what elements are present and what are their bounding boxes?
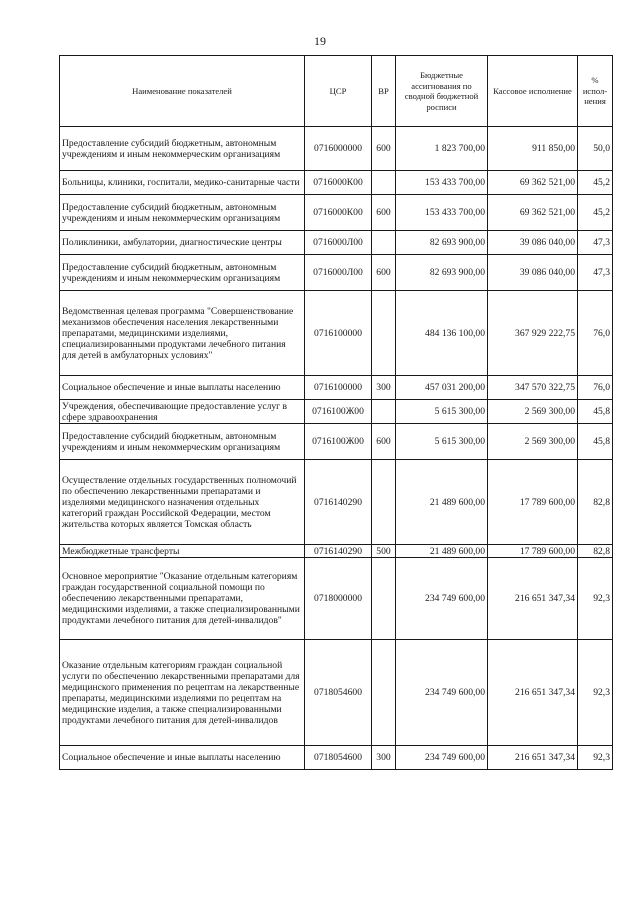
row-cash: 17 789 600,00 (488, 460, 578, 545)
table-row (60, 231, 613, 255)
row-cash: 2 569 300,00 (488, 424, 578, 460)
header-vr: ВР (372, 56, 396, 127)
row-pct: 76,0 (578, 376, 613, 400)
row-pct: 45,2 (578, 171, 613, 195)
row-pct: 76,0 (578, 291, 613, 376)
header-csr: ЦСР (305, 56, 372, 127)
table-row (60, 640, 613, 746)
row-pct: 50,0 (578, 127, 613, 171)
row-csr: 0716000К00 (305, 171, 372, 195)
table-row (60, 460, 613, 545)
table-row (60, 558, 613, 640)
row-vr (372, 231, 396, 255)
row-csr: 0716140290 (305, 460, 372, 545)
row-pct: 45,8 (578, 424, 613, 460)
row-cash: 39 086 040,00 (488, 255, 578, 291)
row-csr: 0716100Ж00 (305, 424, 372, 460)
table-row (60, 127, 613, 171)
row-csr: 0716000Л00 (305, 255, 372, 291)
row-cash: 216 651 347,34 (488, 558, 578, 640)
row-name: Социальное обеспечение и иные выплаты населению (60, 746, 305, 770)
row-vr (372, 558, 396, 640)
row-name: Поликлиники, амбулатории, диагностические центры (60, 231, 305, 255)
header-cash: Кассовое исполнение (488, 56, 578, 127)
row-csr: 0716000К00 (305, 195, 372, 231)
row-budget: 457 031 200,00 (396, 376, 488, 400)
row-csr: 0718000000 (305, 558, 372, 640)
row-vr: 600 (372, 424, 396, 460)
row-budget: 5 615 300,00 (396, 400, 488, 424)
row-pct: 45,2 (578, 195, 613, 231)
row-pct: 92,3 (578, 640, 613, 746)
table-row (60, 400, 613, 424)
row-budget: 82 693 900,00 (396, 231, 488, 255)
row-cash: 216 651 347,34 (488, 640, 578, 746)
row-csr: 0716100Ж00 (305, 400, 372, 424)
header-budget: Бюджетные ассигнования по сводной бюджетной росписи (396, 56, 488, 127)
row-name: Предоставление субсидий бюджетным, автономным учреждениям и иным некоммерческим организациям (60, 127, 305, 171)
row-budget: 234 749 600,00 (396, 746, 488, 770)
table-row (60, 255, 613, 291)
table-row (60, 746, 613, 770)
row-pct: 82,8 (578, 545, 613, 558)
row-pct: 92,3 (578, 558, 613, 640)
row-name: Социальное обеспечение и иные выплаты населению (60, 376, 305, 400)
row-name: Больницы, клиники, госпитали, медико-санитарные части (60, 171, 305, 195)
row-pct: 47,3 (578, 255, 613, 291)
row-budget: 21 489 600,00 (396, 545, 488, 558)
row-csr: 0716100000 (305, 376, 372, 400)
table-row (60, 424, 613, 460)
row-name: Межбюджетные трансферты (60, 545, 305, 558)
row-csr: 0716140290 (305, 545, 372, 558)
row-cash: 69 362 521,00 (488, 195, 578, 231)
row-name: Предоставление субсидий бюджетным, автономным учреждениям и иным некоммерческим организациям (60, 195, 305, 231)
table-row (60, 376, 613, 400)
row-vr: 600 (372, 255, 396, 291)
row-name: Ведомственная целевая программа "Совершенствование механизмов обеспечения населения лекарственными препаратами, медицинскими изделиями, специализированными продуктами лечебного питания для детей в амбулаторных условиях" (60, 291, 305, 376)
row-cash: 39 086 040,00 (488, 231, 578, 255)
row-csr: 0716100000 (305, 291, 372, 376)
header-pct: % испол-нения (578, 56, 613, 127)
row-vr (372, 291, 396, 376)
row-budget: 21 489 600,00 (396, 460, 488, 545)
row-cash: 17 789 600,00 (488, 545, 578, 558)
row-budget: 1 823 700,00 (396, 127, 488, 171)
row-cash: 2 569 300,00 (488, 400, 578, 424)
row-vr: 600 (372, 127, 396, 171)
page-number: 19 (314, 34, 326, 48)
row-vr: 300 (372, 376, 396, 400)
row-cash: 911 850,00 (488, 127, 578, 171)
table-row (60, 171, 613, 195)
row-csr: 0716000000 (305, 127, 372, 171)
row-vr: 500 (372, 545, 396, 558)
row-cash: 216 651 347,34 (488, 746, 578, 770)
row-cash: 347 570 322,75 (488, 376, 578, 400)
row-budget: 234 749 600,00 (396, 558, 488, 640)
row-csr: 0716000Л00 (305, 231, 372, 255)
row-vr: 300 (372, 746, 396, 770)
row-pct: 45,8 (578, 400, 613, 424)
row-name: Учреждения, обеспечивающие предоставление услуг в сфере здравоохранения (60, 400, 305, 424)
row-vr (372, 640, 396, 746)
table-row (60, 291, 613, 376)
row-vr (372, 171, 396, 195)
row-vr (372, 460, 396, 545)
row-name: Оказание отдельным категориям граждан социальной услуги по обеспечению лекарственными препаратами для медицинского применения по рецептам на лекарственные препараты, медицинскими изделиями по рецептам на медицинские изделия, а также специализированными продуктами лечебного питания для детей-инвалидов (60, 640, 305, 746)
row-budget: 5 615 300,00 (396, 424, 488, 460)
row-pct: 82,8 (578, 460, 613, 545)
row-budget: 153 433 700,00 (396, 195, 488, 231)
header-row (60, 56, 613, 127)
row-pct: 92,3 (578, 746, 613, 770)
budget-table (59, 55, 613, 770)
row-budget: 153 433 700,00 (396, 171, 488, 195)
row-cash: 69 362 521,00 (488, 171, 578, 195)
row-csr: 0718054600 (305, 640, 372, 746)
row-budget: 234 749 600,00 (396, 640, 488, 746)
row-name: Предоставление субсидий бюджетным, автономным учреждениям и иным некоммерческим организациям (60, 424, 305, 460)
row-name: Осуществление отдельных государственных полномочий по обеспечению лекарственными препаратами и изделиями медицинского назначения отдельных категорий граждан Российской Федерации, местом жительства которых является Томская область (60, 460, 305, 545)
row-pct: 47,3 (578, 231, 613, 255)
row-vr (372, 400, 396, 424)
header-name: Наименование показателей (60, 56, 305, 127)
table-row (60, 545, 613, 558)
row-name: Предоставление субсидий бюджетным, автономным учреждениям и иным некоммерческим организациям (60, 255, 305, 291)
row-budget: 484 136 100,00 (396, 291, 488, 376)
table-row (60, 195, 613, 231)
row-csr: 0718054600 (305, 746, 372, 770)
row-name: Основное мероприятие "Оказание отдельным категориям граждан государственной социальной помощи по обеспечению лекарственными препаратами, медицинскими изделиями, а также специализированными продуктами лечебного питания для детей-инвалидов" (60, 558, 305, 640)
row-budget: 82 693 900,00 (396, 255, 488, 291)
row-cash: 367 929 222,75 (488, 291, 578, 376)
row-vr: 600 (372, 195, 396, 231)
